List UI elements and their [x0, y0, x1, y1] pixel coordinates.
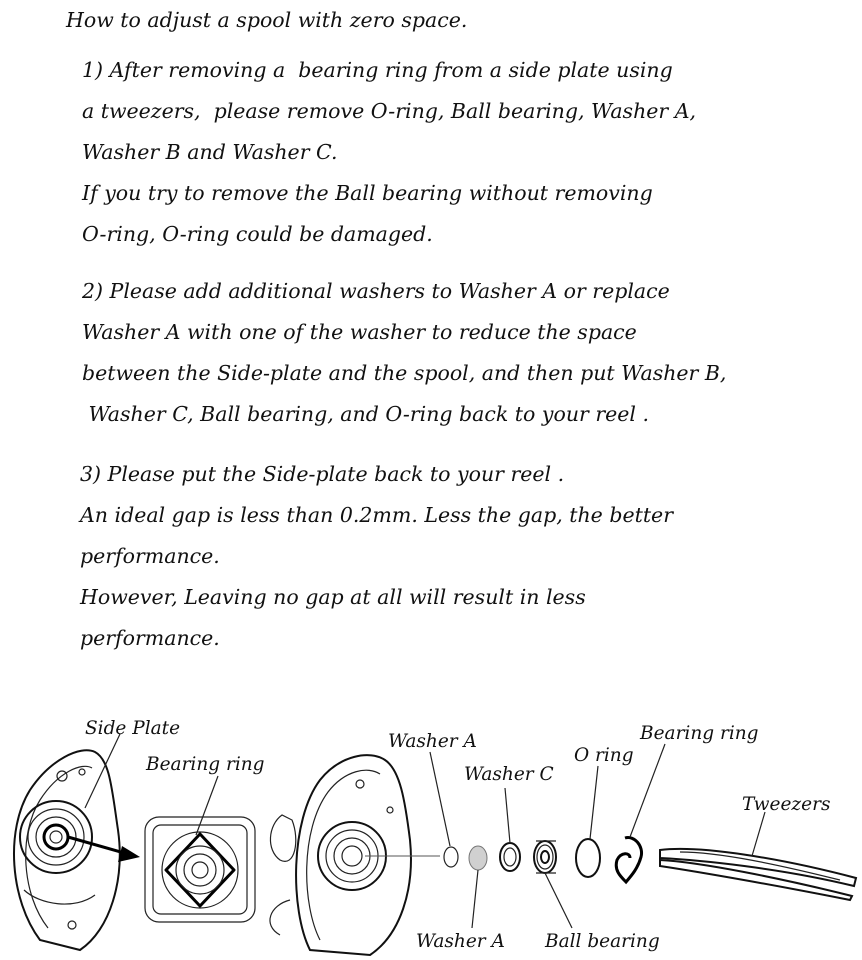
label-o-ring: O ring	[574, 745, 634, 766]
step-2-line: Washer C, Ball bearing, and O-ring back to your reel .	[82, 402, 649, 426]
label-bearing-ring-right: Bearing ring	[640, 723, 759, 744]
label-tweezers: Tweezers	[742, 794, 831, 815]
bearing-ring-icon	[616, 837, 641, 882]
reel-body-illustration	[270, 755, 440, 955]
step-3-line: performance.	[80, 544, 220, 568]
step-3-line: An ideal gap is less than 0.2mm. Less the gap, the better	[80, 503, 673, 527]
label-ball-bearing: Ball bearing	[545, 931, 660, 952]
bearing-ring-detail	[145, 817, 255, 922]
step-1-line: If you try to remove the Ball bearing without removing	[82, 181, 653, 205]
step-1-line: O-ring, O-ring could be damaged.	[82, 222, 433, 246]
step-2-line: between the Side-plate and the spool, and then put Washer B,	[82, 361, 727, 385]
label-washer-c: Washer C	[464, 764, 554, 785]
step-1-line: 1) After removing a bearing ring from a side plate using	[82, 58, 673, 82]
o-ring-icon	[576, 839, 600, 877]
side-plate-illustration	[14, 750, 120, 950]
label-bearing-ring-left: Bearing ring	[146, 754, 265, 775]
exploded-assembly-diagram	[0, 700, 862, 960]
step-3-line: 3) Please put the Side-plate back to your reel .	[80, 462, 565, 486]
step-2-line: 2) Please add additional washers to Washer A or replace	[82, 279, 670, 303]
page-title: How to adjust a spool with zero space.	[66, 8, 468, 32]
ball-bearing-icon	[534, 841, 556, 873]
label-washer-a-bottom: Washer A	[416, 931, 505, 952]
step-1-line: a tweezers, please remove O-ring, Ball bearing, Washer A,	[82, 99, 697, 123]
step-3-line: However, Leaving no gap at all will result in less	[80, 585, 586, 609]
arrow-icon	[68, 837, 140, 862]
step-1-line: Washer B and Washer C.	[82, 140, 338, 164]
washer-b-icon	[469, 846, 487, 870]
washer-c-icon	[500, 843, 520, 871]
washer-a-icon	[444, 847, 458, 867]
step-2-line: Washer A with one of the washer to reduce the space	[82, 320, 637, 344]
step-3-line: performance.	[80, 626, 220, 650]
tweezers-icon	[660, 849, 856, 900]
label-side-plate: Side Plate	[85, 718, 181, 739]
label-washer-a-top: Washer A	[388, 731, 477, 752]
